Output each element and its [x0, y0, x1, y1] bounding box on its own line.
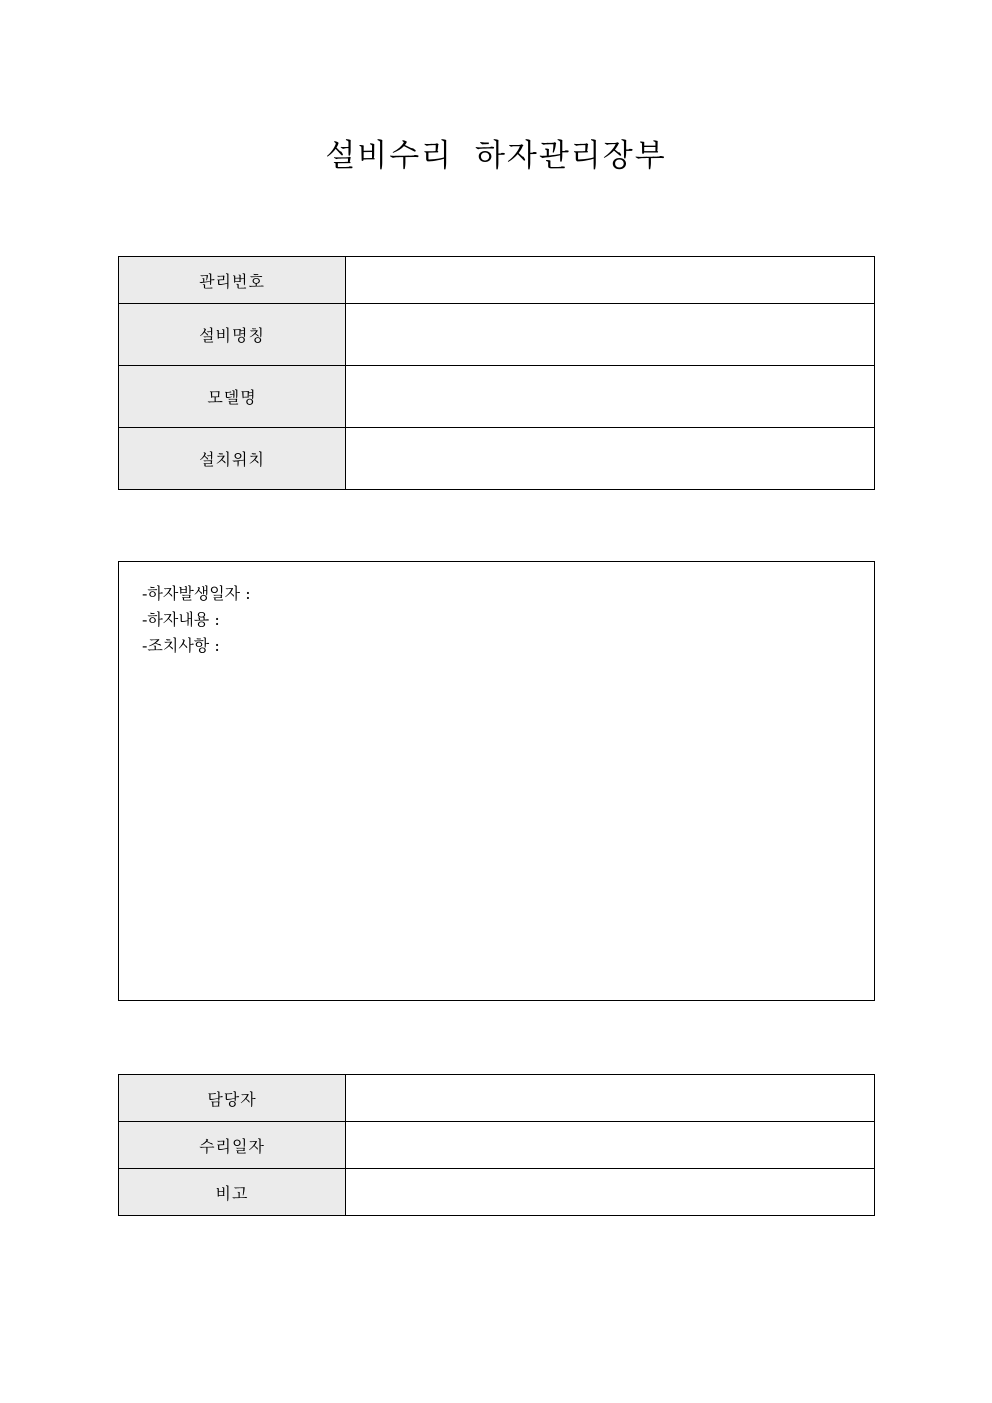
repair-info-table — [118, 1074, 875, 1216]
table-row — [119, 1169, 875, 1216]
table-row — [119, 257, 875, 304]
repair-date-field[interactable] — [346, 1122, 875, 1169]
defect-detail-box[interactable] — [118, 561, 875, 1001]
table-row — [119, 304, 875, 366]
install-location-label: 설치위치 — [119, 428, 346, 490]
install-location-field[interactable] — [346, 428, 875, 490]
table-row — [119, 1122, 875, 1169]
remarks-label: 비고 — [119, 1169, 346, 1216]
equipment-name-field[interactable] — [346, 304, 875, 366]
management-number-field[interactable] — [346, 257, 875, 304]
equipment-info-table — [118, 256, 875, 490]
defect-detail-lines — [142, 581, 251, 659]
document-title: 설비수리 하자관리장부 — [325, 138, 667, 174]
action-taken-line: -조치사항 : — [142, 636, 220, 655]
equipment-name-label: 설비명칭 — [119, 304, 346, 366]
defect-content-line: -하자내용 : — [142, 610, 220, 629]
model-name-label: 모델명 — [119, 366, 346, 428]
model-name-field[interactable] — [346, 366, 875, 428]
table-row — [119, 366, 875, 428]
person-in-charge-label: 담당자 — [119, 1075, 346, 1122]
repair-date-label: 수리일자 — [119, 1122, 346, 1169]
table-row — [119, 428, 875, 490]
table-row — [119, 1075, 875, 1122]
defect-date-line: -하자발생일자 : — [142, 584, 251, 603]
person-in-charge-field[interactable] — [346, 1075, 875, 1122]
remarks-field[interactable] — [346, 1169, 875, 1216]
management-number-label: 관리번호 — [119, 257, 346, 304]
